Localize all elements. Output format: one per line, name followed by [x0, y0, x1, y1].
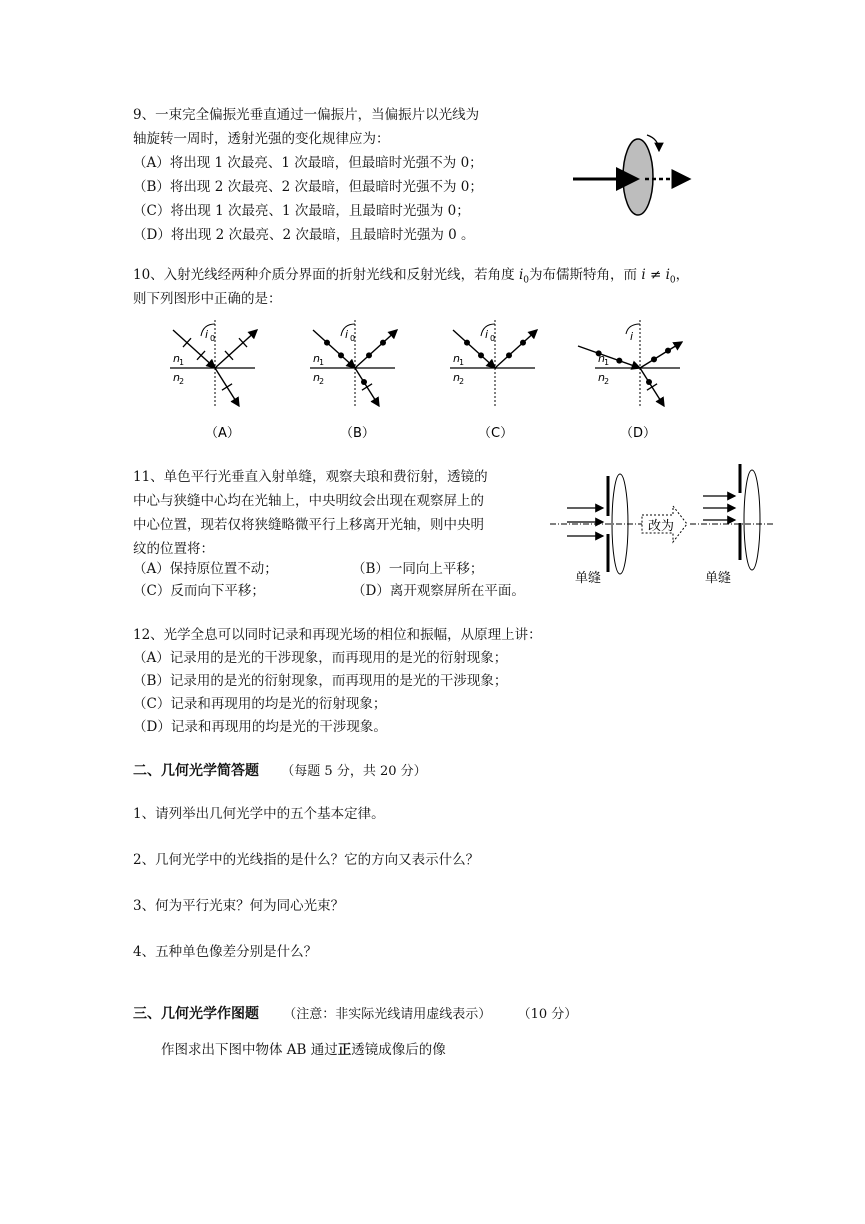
- q11-stem-line3: 中心位置，现若仅将狭缝略微平行上移离开光轴，则中央明: [133, 517, 484, 533]
- q10-symbol-i0: i: [518, 267, 524, 283]
- change-label: 改为: [648, 519, 675, 534]
- section2-q4: 4、五种单色像差分别是什么？: [133, 944, 318, 960]
- n2-label-b: n: [313, 371, 320, 384]
- n2-sub-a: 2: [179, 377, 185, 386]
- reflected-ray-d: [640, 342, 682, 368]
- fig-caption-c: （C）: [478, 426, 514, 441]
- n1-sub-c: 1: [459, 358, 465, 367]
- q11-stem-line1: 11、单色平行光垂直入射单缝，观察夫琅和费衍射，透镜的: [133, 469, 488, 485]
- q11-option-b: （B）一同向上平移；: [352, 561, 484, 577]
- section3-note: （注意：非实际光线请用虚线表示）: [283, 1007, 492, 1022]
- reflected-ray-c: [495, 330, 537, 368]
- s-polarization-dot-b: [361, 379, 367, 385]
- section3-heading: [133, 1003, 577, 1026]
- slit-label-right: 单缝: [705, 571, 732, 586]
- reflected-ray-b: [355, 330, 397, 368]
- n2-label-a: n: [173, 371, 180, 384]
- brewster-figures: [160, 318, 720, 448]
- n2-label-d: n: [598, 371, 605, 384]
- section2-q1: 1、请列举出几何光学中的五个基本定律。: [133, 806, 385, 822]
- angle-sub-c: 0: [490, 334, 496, 343]
- section3-task: [161, 1039, 446, 1061]
- q9-option-a: （A）将出现 1 次最亮、1 次最暗，但最暗时光强不为 0；: [133, 155, 483, 171]
- q11-stem-line4: 纹的位置将：: [133, 541, 214, 557]
- n1-label-c: n: [453, 352, 460, 365]
- n2-sub-d: 2: [604, 377, 610, 386]
- section3-title: 三、几何光学作图题: [133, 1006, 259, 1022]
- n1-label-a: n: [173, 352, 180, 365]
- fig-caption-d: （D）: [620, 426, 657, 441]
- q10-stem-text-a: 10、入射光线经两种介质分界面的折射光线和反射光线，若角度: [133, 267, 519, 283]
- q12-option-b: （B）记录用的是光的衍射现象，而再现用的是光的干涉现象；: [133, 673, 508, 689]
- q10-stem-text-c: ，: [675, 267, 690, 283]
- q10-neq: ≠: [645, 267, 666, 283]
- q9-option-d: （D）将出现 2 次最亮、2 次最暗，且最暗时光强为 0 。: [133, 227, 475, 243]
- q10-symbol-i: i: [641, 267, 646, 283]
- rotation-arrow-icon: [647, 135, 659, 151]
- n2-sub-c: 2: [459, 377, 465, 386]
- fig-caption-a: （A）: [205, 426, 240, 441]
- lens-right: [744, 470, 760, 570]
- angle-label-a: i: [205, 328, 209, 341]
- n1-sub-a: 1: [179, 358, 185, 367]
- s-polarization-mark-a: [222, 384, 232, 390]
- angle-sub-a: 0: [210, 334, 216, 343]
- q12-option-a: （A）记录用的是光的干涉现象，而再现用的是光的衍射现象；: [133, 650, 508, 666]
- q10-stem-text-b: 为布儒斯特角，而: [529, 267, 642, 283]
- q12-option-c: （C）记录和再现用的均是光的衍射现象；: [133, 696, 387, 712]
- s-polarization-dot-c: [520, 340, 526, 346]
- n1-sub-d: 1: [604, 358, 610, 367]
- n1-sub-b: 1: [319, 358, 325, 367]
- q10-symbol-i0b-sub: 0: [669, 275, 676, 286]
- polarizer-disk: [623, 139, 653, 215]
- q9-stem-line2: 轴旋转一周时，透射光强的变化规律应为：: [133, 131, 390, 147]
- q11-option-a: （A）保持原位置不动；: [133, 561, 278, 577]
- s-polarization-dot-c: [478, 352, 484, 358]
- s-polarization-dot-d: [665, 348, 671, 354]
- s-polarization-dot-b: [380, 340, 386, 346]
- n1-label-b: n: [313, 352, 320, 365]
- slit-label-left: 单缝: [575, 571, 602, 586]
- q9-option-c: （C）将出现 1 次最亮、1 次最暗，且最暗时光强为 0；: [133, 203, 470, 219]
- s-polarization-dot-b: [366, 352, 372, 358]
- q11-option-c: （C）反而向下平移；: [133, 583, 265, 599]
- n1-label-d: n: [598, 352, 605, 365]
- section2-heading: [133, 760, 427, 783]
- s-polarization-dot-d: [646, 379, 652, 385]
- fig-caption-b: （B）: [340, 426, 375, 441]
- section2-note: （每题 5 分，共 20 分）: [281, 764, 427, 779]
- q12-stem: 12、光学全息可以同时记录和再现光场的相位和振幅，从原理上讲：: [133, 627, 542, 643]
- section2-title: 二、几何光学简答题: [133, 763, 259, 779]
- section2-q3: 3、何为平行光束？何为同心光束？: [133, 898, 345, 914]
- s-polarization-dot-d: [616, 358, 622, 364]
- angle-sub-b: 0: [350, 334, 356, 343]
- section3-score: （10 分）: [517, 1007, 578, 1022]
- q9-option-b: （B）将出现 2 次最亮、2 次最暗，但最暗时光强不为 0；: [133, 179, 483, 195]
- n2-label-c: n: [453, 371, 460, 384]
- q9-stem-line1: 9、一束完全偏振光垂直通过一偏振片，当偏振片以光线为: [133, 107, 480, 123]
- polarizer-figure: [565, 125, 700, 225]
- q11-option-d: （D）离开观察屏所在平面。: [352, 583, 525, 599]
- q10-symbol-i0-sub: 0: [523, 275, 530, 286]
- q11-stem-line2: 中心与狭缝中心均在光轴上，中央明纹会出现在观察屏上的: [133, 493, 484, 509]
- n2-sub-b: 2: [319, 377, 325, 386]
- angle-label-d: i: [630, 330, 634, 343]
- section3-task-bold: 正: [337, 1042, 352, 1058]
- section3-task-text-a: 作图求出下图中物体 AB 通过: [161, 1042, 338, 1058]
- reflected-ray-a: [215, 330, 257, 368]
- q12-option-d: （D）记录和再现用的均是光的干涉现象。: [133, 719, 387, 735]
- q10-symbol-i0b: i: [665, 267, 670, 283]
- s-polarization-dot-d: [651, 356, 657, 362]
- s-polarization-dot-b: [338, 352, 344, 358]
- single-slit-figure: [545, 460, 775, 590]
- section3-task-text-b: 透镜成像后的像: [351, 1042, 446, 1058]
- q10-stem-line2: 则下列图形中正确的是：: [133, 291, 282, 307]
- s-polarization-dot-c: [506, 352, 512, 358]
- angle-label-c: i: [485, 328, 489, 341]
- section2-q2: 2、几何光学中的光线指的是什么？它的方向又表示什么？: [133, 852, 480, 868]
- angle-label-b: i: [345, 328, 349, 341]
- s-polarization-dot-c: [464, 340, 470, 346]
- s-polarization-dot-b: [324, 340, 330, 346]
